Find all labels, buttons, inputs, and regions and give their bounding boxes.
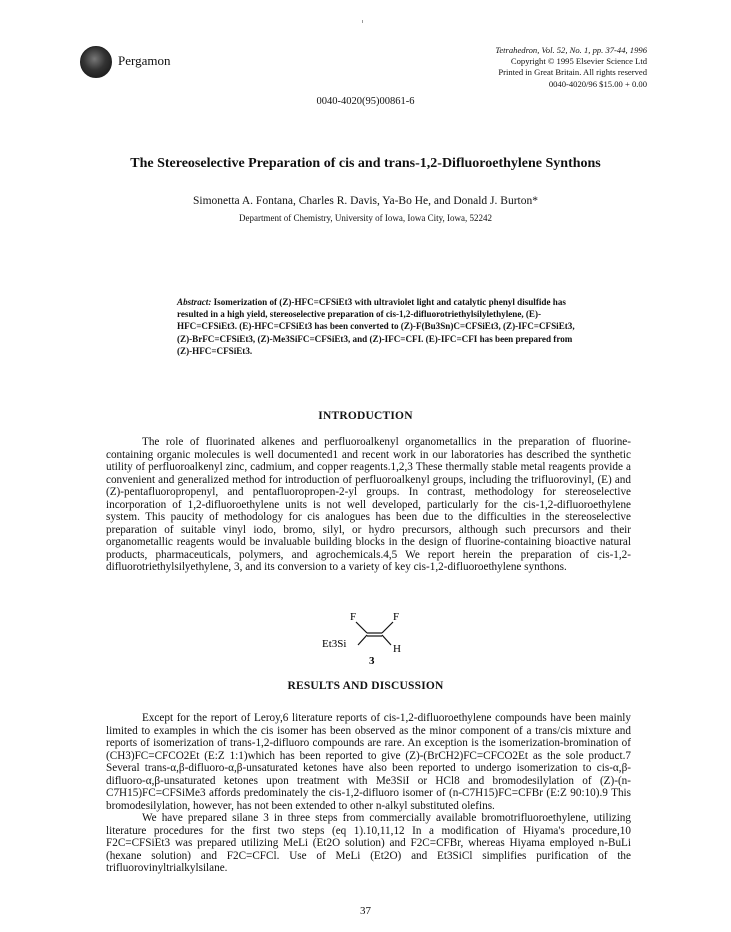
publisher-name: Pergamon bbox=[118, 53, 171, 68]
page-number: 37 bbox=[360, 905, 371, 917]
results-paragraph-1: Except for the report of Leroy,6 literature reports of cis-1,2-difluoroethylene compounds have been mainly limited to examples in which the cis isomer has been observed as the minor component of a trans/cis mixture and reports of isomerization of trans-1,2-difluoro compounds are rare. An exception is the isomerization-bromination of (CH3)FC=CFCO2Et (E:Z 1:1)which has been reported to give (Z)-(BrCH2)FC=CFCO2Et as the sole product.7 Several trans-α,β-difluoro-α,β-unsaturated ketones have also been reported to undergo isomerization to cis-α,β-difluoro-α,β-unsaturated ketones upon treatment with Me3SiI or HCl8 and bromodesilylation of (Z)-(n-C7H15)FC=CFSiMe3 affords predominately the cis-1,2-difluoro isomer of (n-C7H15)FC=CFBr (E:Z 90:10).9 This bromodesilylation, however, has not been extended to other n-alkyl substituted olefins. bbox=[106, 712, 631, 812]
doi: 0040-4020(95)00861-6 bbox=[316, 96, 415, 107]
bond-right-upper bbox=[382, 622, 393, 633]
paper-title: The Stereoselective Preparation of cis and trans-1,2-Difluoroethylene Synthons bbox=[130, 156, 601, 171]
affiliation: Department of Chemistry, University of Iowa, Iowa City, Iowa, 52242 bbox=[238, 213, 493, 223]
atom-f-left: F bbox=[350, 611, 357, 623]
introduction-heading: INTRODUCTION bbox=[318, 410, 413, 422]
abstract-text: Isomerization of (Z)-HFC=CFSiEt3 with ultraviolet light and catalytic phenyl disulfide has resulted in a high yield, stereoselective preparation of cis-1,2-difluorotriethylsilylethylene, (E)-HFC=CFSiEt3. (E)-HFC=CFSiEt3 has been converted to (Z)-F(Bu3Sn)C=CFSiEt3, (Z)-IFC=CFSiEt3, (Z)-BrFC=CFSiEt3, (Z)-Me3SiFC=CFSiEt3, and (Z)-IFC=CFI. (E)-IFC=CFI has been prepared from (Z)-HFC=CFSiEt3. bbox=[177, 297, 575, 356]
compound-3-structure bbox=[320, 600, 420, 670]
abstract bbox=[177, 296, 587, 357]
scan-mark bbox=[362, 20, 363, 23]
introduction-paragraph: The role of fluorinated alkenes and perfluoroalkenyl organometallics in the preparation of fluorine-containing organic molecules is well documented1 and recent work in our laboratories has described the synthetic utility of perfluoroalkenyl zinc, cadmium, and copper reagents.1,2,3 These thermally stable metal reagents provide a convenient and generalized method for introduction of perfluoroalkenyl groups, including the trifluorovinyl, (E) and (Z)-pentafluoropropenyl, and pentafluoropropen-2-yl groups. In contrast, methodology for stereoselective incorporation of 1,2-difluoroethylene units is not well developed, particularly for the cis-1,2-difluoroethylene system. This paucity of methodology for cis analogues has been due to the difficulties in the stereoselective preparation of suitable vinyl iodo, bromo, silyl, or hydro precursors, although such precursors and their organometallic reagents would be invaluable building blocks in the design of fluorine-containing bioactive natural products, pharmaceuticals, polymers, and agrochemicals.4,5 We report herein the preparation of cis-1,2-difluorotriethylsilyethylene, 3, and its conversion to a variety of key cis-1,2-difluoroethylene synthons. bbox=[106, 436, 631, 573]
results-heading: RESULTS AND DISCUSSION bbox=[287, 680, 444, 692]
compound-number: 3 bbox=[369, 655, 375, 667]
bond-right-lower bbox=[382, 635, 391, 645]
bond-left-lower bbox=[358, 635, 367, 645]
authors: Simonetta A. Fontana, Charles R. Davis, Ya-Bo He, and Donald J. Burton* bbox=[193, 195, 538, 207]
issn-line: 0040-4020/96 $15.00 + 0.00 bbox=[548, 78, 647, 89]
abstract-label: Abstract: bbox=[177, 297, 212, 307]
rights-line: Printed in Great Britain. All rights reserved bbox=[498, 67, 647, 78]
bond-left-upper bbox=[356, 622, 367, 633]
copyright-line: Copyright © 1995 Elsevier Science Ltd bbox=[510, 56, 647, 67]
atom-f-right: F bbox=[393, 611, 400, 623]
journal-info bbox=[495, 45, 647, 90]
publisher-logo bbox=[80, 46, 112, 78]
results-body bbox=[106, 712, 631, 875]
journal-citation: Tetrahedron, Vol. 52, No. 1, pp. 37-44, 1996 bbox=[495, 45, 647, 55]
results-paragraph-2: We have prepared silane 3 in three steps from commercially available bromotrifluoroethylene, utilizing literature procedures for the first two steps (eq 1).10,11,12 In a modification of Hiyama's procedure,10 F2C=CFSiEt3 was prepared utilizing MeLi (Et2O solution) and F2C=CFBr, whereas Hiyama employed n-BuLi (hexane solution) and F2C=CFCl. Use of MeLi (Et2O) and Et3SiCl simplifies purification of the trifluorovinyltrialkylsilane. bbox=[106, 812, 631, 874]
atom-h: H bbox=[393, 643, 401, 655]
group-et3si: Et3Si bbox=[322, 638, 347, 650]
introduction-body bbox=[106, 436, 631, 574]
